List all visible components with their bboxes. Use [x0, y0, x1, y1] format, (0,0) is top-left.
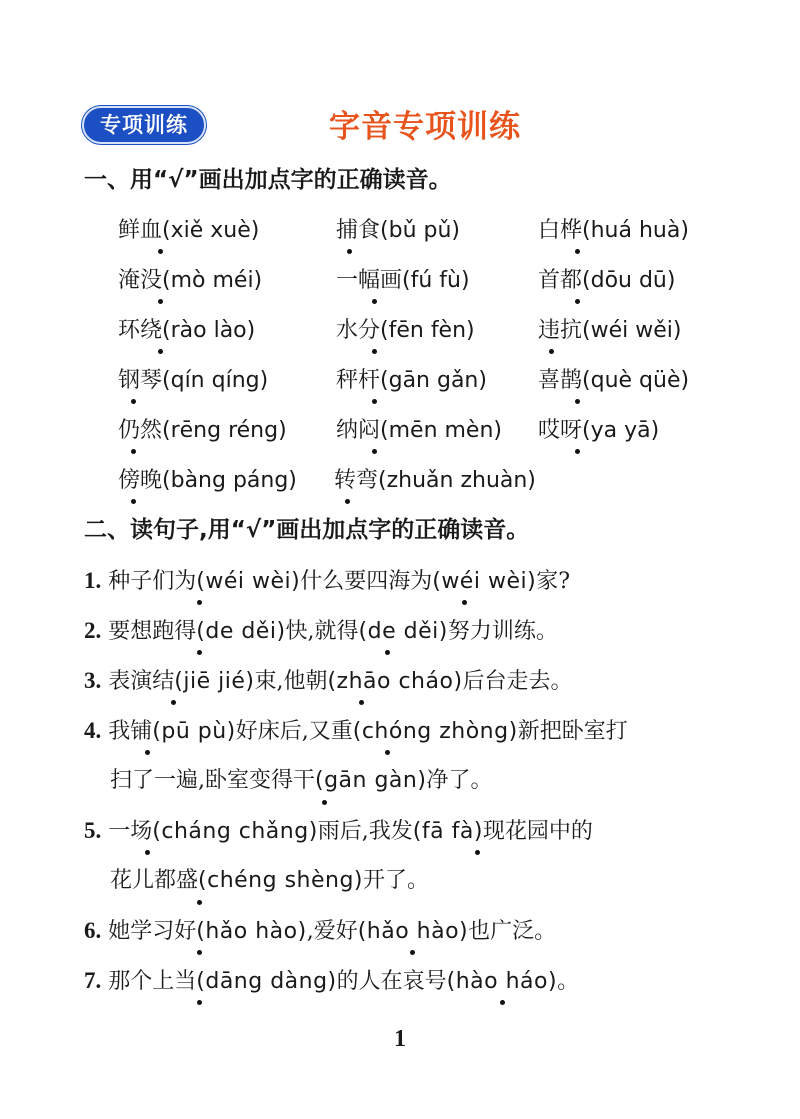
pinyin-options: (qín qíng): [162, 368, 269, 393]
sentence-text: 我铺: [108, 719, 153, 744]
list-item: [336, 316, 475, 346]
word: 纳闷: [336, 418, 381, 443]
pinyin-options: (gān gǎn): [380, 368, 487, 393]
word: 傍晚: [118, 468, 163, 493]
emphasis-dot: [158, 249, 163, 254]
sentence-line: [110, 766, 492, 796]
sentence-text: 净了。: [426, 768, 493, 793]
list-item: [538, 366, 689, 396]
word: 哎呀: [538, 418, 583, 443]
list-item: [118, 366, 268, 396]
sentence-text: 一场: [108, 819, 153, 844]
pinyin-options: (hǎo hào): [196, 919, 307, 944]
pinyin-options: (zhuǎn zhuàn): [378, 468, 536, 493]
sentence-line: [110, 866, 429, 896]
word: 仍然: [118, 418, 163, 443]
emphasis-dot: [158, 349, 163, 354]
sentence-text: 现花园中的: [482, 819, 593, 844]
word: 捕食: [336, 218, 381, 243]
pinyin-options: (zhāo cháo): [327, 669, 463, 694]
pinyin-options: (bàng páng): [162, 468, 297, 493]
emphasis-dot: [410, 950, 415, 955]
emphasis-dot: [158, 299, 163, 304]
list-item: [118, 316, 255, 346]
emphasis-dot: [347, 249, 352, 254]
sentence-line: [84, 816, 593, 847]
pinyin-options: (cháng chǎng): [152, 819, 318, 844]
list-item: [118, 466, 297, 496]
emphasis-dot: [345, 499, 350, 504]
list-item: [538, 416, 659, 446]
emphasis-dot: [372, 299, 377, 304]
pinyin-options: (wéi wèi): [196, 569, 301, 594]
word: 首都: [538, 268, 583, 293]
sentence-text: 努力训练。: [447, 619, 558, 644]
emphasis-dot: [475, 850, 480, 855]
emphasis-dot: [197, 950, 202, 955]
sentence-line: [84, 716, 628, 747]
sentence-text: 什么要四海为: [300, 569, 433, 594]
section-badge: 专项训练: [82, 106, 206, 144]
sentence-line: [84, 566, 570, 597]
sentence-line: [84, 666, 573, 697]
sentence-text: 快,就得: [285, 619, 359, 644]
pinyin-options: (bǔ pǔ): [380, 218, 460, 243]
list-item: [336, 416, 502, 446]
sentence-text: 扫了一遍,卧室变得干: [110, 768, 315, 793]
pinyin-options: (wéi wěi): [582, 318, 682, 343]
emphasis-dot: [171, 700, 176, 705]
sentence-text: 开了。: [363, 868, 430, 893]
pinyin-options: (de děi): [196, 619, 286, 644]
emphasis-dot: [197, 600, 202, 605]
word: 鲜血: [118, 218, 163, 243]
pinyin-options: (huá huà): [582, 218, 689, 243]
sentence-text: ,爱好: [306, 919, 358, 944]
emphasis-dot: [322, 800, 327, 805]
sentence-text: 也广泛。: [468, 919, 557, 944]
emphasis-dot: [549, 349, 554, 354]
emphasis-dot: [145, 850, 150, 855]
pinyin-options: (de děi): [358, 619, 448, 644]
pinyin-options: (mò méi): [162, 268, 263, 293]
pinyin-options: (xiě xuè): [162, 218, 260, 243]
item-number: 4.: [84, 718, 102, 743]
sentence-text: 束,他朝: [254, 669, 328, 694]
pinyin-options: (fā fà): [412, 819, 483, 844]
pinyin-options: (dōu dū): [582, 268, 676, 293]
page-title: 字音专项训练: [329, 109, 521, 145]
item-number: 7.: [84, 968, 102, 993]
list-item: [118, 216, 259, 246]
sentence-text: 新把卧室打: [517, 719, 628, 744]
word: 钢琴: [118, 368, 163, 393]
emphasis-dot: [372, 349, 377, 354]
item-number: 1.: [84, 568, 102, 593]
word: 转弯: [334, 468, 379, 493]
emphasis-dot: [359, 700, 364, 705]
sentence-line: [84, 916, 556, 947]
sentence-text: 表演结: [108, 669, 175, 694]
pinyin-options: (fēn fèn): [380, 318, 475, 343]
list-item: [118, 266, 262, 296]
emphasis-dot: [197, 900, 202, 905]
word: 水分: [336, 318, 381, 343]
sentence-text: 她学习好: [108, 919, 197, 944]
word: 秤杆: [336, 368, 381, 393]
emphasis-dot: [575, 399, 580, 404]
emphasis-dot: [131, 449, 136, 454]
list-item: [538, 266, 675, 296]
pinyin-options: (dāng dàng): [196, 969, 337, 994]
pinyin-options: (chóng zhòng): [352, 719, 518, 744]
emphasis-dot: [372, 449, 377, 454]
pinyin-options: (fú fù): [402, 268, 470, 293]
list-item: [118, 416, 287, 446]
pinyin-options: (hào háo): [446, 969, 558, 994]
word: 一幅画: [336, 268, 403, 293]
list-item: [336, 366, 487, 396]
emphasis-dot: [197, 1000, 202, 1005]
pinyin-options: (hǎo hào): [357, 919, 469, 944]
word: 淹没: [118, 268, 163, 293]
list-item: [334, 466, 536, 496]
emphasis-dot: [462, 600, 467, 605]
word: 违抗: [538, 318, 583, 343]
sentence-text: 后台走去。: [462, 669, 573, 694]
list-item: [336, 266, 470, 296]
sentence-line: [84, 616, 558, 647]
sentence-text: 花儿都盛: [110, 868, 199, 893]
emphasis-dot: [131, 399, 136, 404]
pinyin-options: (què qüè): [582, 368, 690, 393]
emphasis-dot: [372, 399, 377, 404]
sentence-text: 好床后,又重: [235, 719, 353, 744]
item-number: 3.: [84, 668, 102, 693]
sentence-text: 的人在哀号: [336, 969, 447, 994]
pinyin-options: (wéi wèi): [432, 569, 537, 594]
item-number: 2.: [84, 618, 102, 643]
item-number: 5.: [84, 818, 102, 843]
section-1-heading: 一、用“√”画出加点字的正确读音。: [84, 167, 452, 193]
pinyin-options: (jiē jié): [174, 669, 255, 694]
emphasis-dot: [500, 1000, 505, 1005]
pinyin-options: (ya yā): [582, 418, 660, 443]
pinyin-options: (chéng shèng): [198, 868, 364, 893]
item-number: 6.: [84, 918, 102, 943]
word: 喜鹊: [538, 368, 583, 393]
pinyin-options: (gān gàn): [315, 768, 427, 793]
sentence-text: 雨后,我发: [317, 819, 413, 844]
sentence-text: 要想跑得: [108, 619, 197, 644]
sentence-line: [84, 966, 579, 997]
emphasis-dot: [385, 750, 390, 755]
emphasis-dot: [385, 650, 390, 655]
pinyin-options: (rēng réng): [162, 418, 287, 443]
word: 环绕: [118, 318, 163, 343]
emphasis-dot: [575, 449, 580, 454]
sentence-text: 那个上当: [108, 969, 197, 994]
section-2-heading: 二、读句子,用“√”画出加点字的正确读音。: [84, 517, 530, 543]
pinyin-options: (pū pù): [152, 719, 236, 744]
sentence-text: 种子们为: [108, 569, 197, 594]
emphasis-dot: [145, 750, 150, 755]
list-item: [538, 316, 681, 346]
list-item: [336, 216, 460, 246]
pinyin-options: (rào lào): [162, 318, 256, 343]
sentence-text: 家?: [536, 569, 570, 594]
word: 白桦: [538, 218, 583, 243]
pinyin-options: (mēn mèn): [380, 418, 502, 443]
emphasis-dot: [575, 299, 580, 304]
sentence-text: 。: [557, 969, 580, 994]
page-number: 1: [394, 1026, 406, 1052]
list-item: [538, 216, 689, 246]
emphasis-dot: [575, 249, 580, 254]
emphasis-dot: [197, 650, 202, 655]
emphasis-dot: [131, 499, 136, 504]
